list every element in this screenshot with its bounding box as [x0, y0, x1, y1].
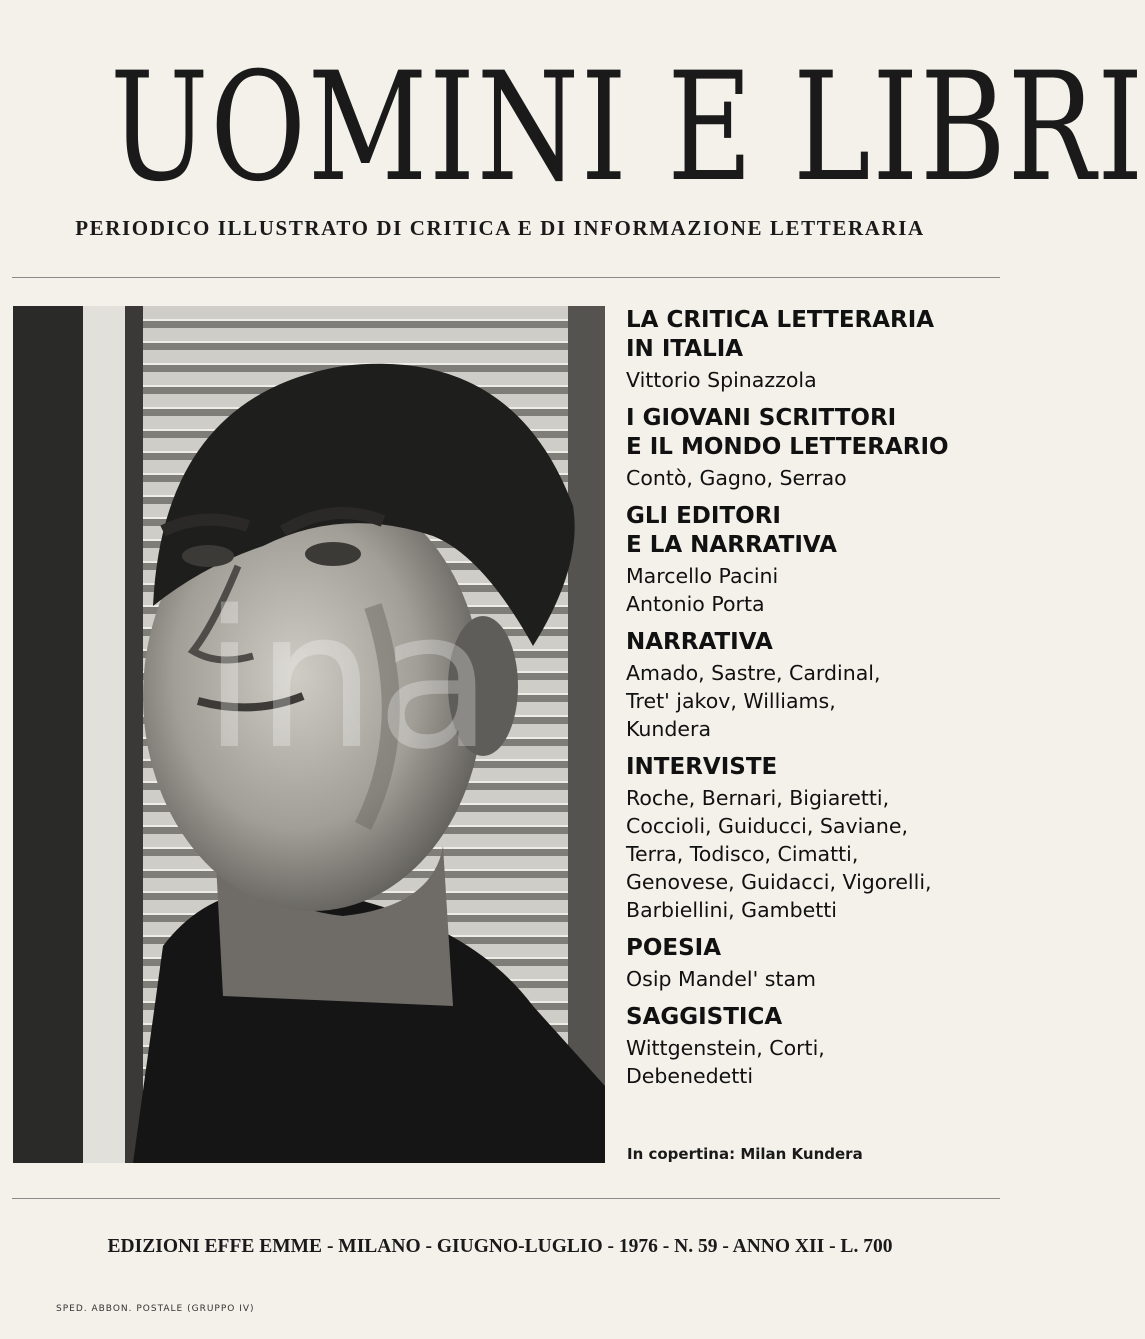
- imprint-line: EDIZIONI EFFE EMME - MILANO - GIUGNO-LUGLIO - 1976 - N. 59 - ANNO XII - L. 700: [107, 1236, 893, 1257]
- magazine-subtitle: PERIODICO ILLUSTRATO DI CRITICA E DI INFORMAZIONE LETTERARIA: [75, 216, 925, 240]
- section-heading: INTERVISTE: [626, 754, 778, 780]
- watermark-text: ina: [203, 570, 493, 791]
- section-heading: POESIA: [626, 935, 722, 961]
- table-of-contents: [626, 306, 996, 1100]
- section-authors: Vittorio Spinazzola: [626, 368, 817, 392]
- section-authors: Osip Mandel' stam: [626, 967, 817, 991]
- top-divider: [12, 277, 1000, 278]
- section-heading: GLI EDITORI E LA NARRATIVA: [626, 503, 837, 558]
- section-heading: NARRATIVA: [626, 629, 773, 655]
- magazine-title: UOMINI E LIBRI: [110, 41, 1145, 215]
- cover-caption: In copertina: Milan Kundera: [627, 1145, 863, 1163]
- section-heading: LA CRITICA LETTERARIA IN ITALIA: [626, 307, 935, 362]
- section-authors: Amado, Sastre, Cardinal, Tret' jakov, Williams, Kundera: [626, 661, 881, 741]
- section-heading: SAGGISTICA: [626, 1004, 783, 1030]
- portrait-illustration: [13, 306, 605, 1163]
- section-authors: Wittgenstein, Corti, Debenedetti: [626, 1036, 825, 1088]
- contents-section: [626, 502, 996, 618]
- section-authors: Contò, Gagno, Serrao: [626, 466, 847, 490]
- contents-section: [626, 306, 996, 394]
- section-heading: I GIOVANI SCRITTORI E IL MONDO LETTERARIO: [626, 405, 949, 460]
- bottom-divider: [12, 1198, 1000, 1199]
- contents-section: [626, 934, 996, 993]
- section-authors: Marcello Pacini Antonio Porta: [626, 564, 779, 616]
- section-authors: Roche, Bernari, Bigiaretti, Coccioli, Guiducci, Saviane, Terra, Todisco, Cimatti, Genovese, Guidacci, Vigorelli, Barbiellini, Gambetti: [626, 786, 932, 922]
- postal-notice: SPED. ABBON. POSTALE (GRUPPO IV): [56, 1304, 255, 1314]
- contents-section: [626, 753, 996, 924]
- cover-photo: [13, 306, 605, 1163]
- contents-section: [626, 628, 996, 743]
- contents-section: [626, 404, 996, 492]
- contents-section: [626, 1003, 996, 1090]
